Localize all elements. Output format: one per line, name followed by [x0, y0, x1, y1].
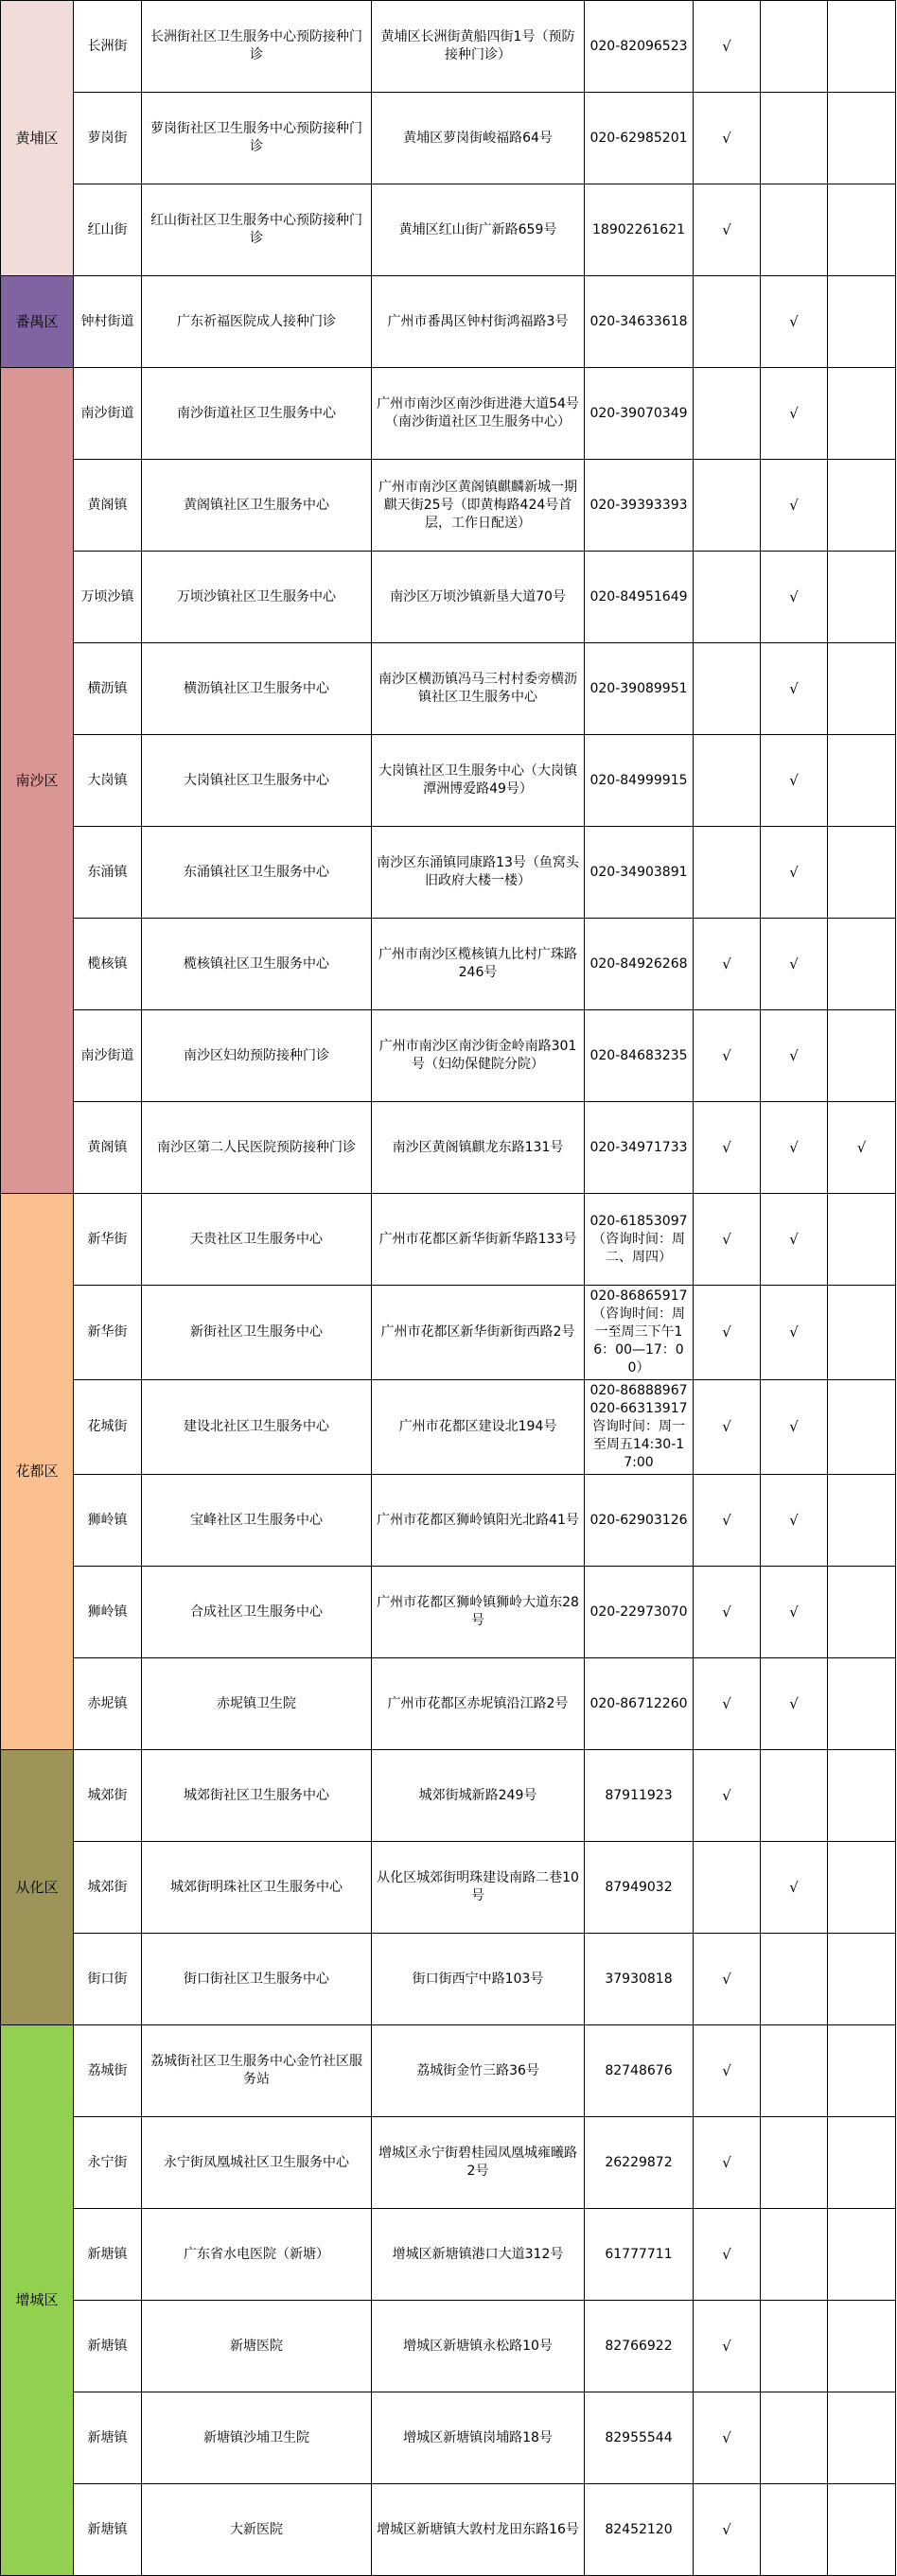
site-name-cell: 横沥镇社区卫生服务中心 — [142, 643, 372, 735]
site-name-cell: 建设北社区卫生服务中心 — [142, 1380, 372, 1475]
phone-cell: 020-61853097（咨询时间：周二、周四） — [585, 1194, 694, 1286]
address-cell: 城郊街城新路249号 — [372, 1750, 585, 1842]
check-cell-1: √ — [694, 2117, 761, 2209]
street-cell: 赤坭镇 — [74, 1658, 142, 1750]
table-row — [1, 93, 896, 184]
table-row — [1, 1934, 896, 2025]
street-cell: 榄核镇 — [74, 919, 142, 1010]
phone-cell: 020-34903891 — [585, 827, 694, 919]
check-cell-3 — [828, 1286, 896, 1380]
site-name-cell: 合成社区卫生服务中心 — [142, 1567, 372, 1658]
check-cell-3 — [828, 2484, 896, 2576]
address-cell: 南沙区横沥镇冯马三村村委旁横沥镇社区卫生服务中心 — [372, 643, 585, 735]
phone-cell: 61777711 — [585, 2209, 694, 2301]
street-cell: 新塘镇 — [74, 2392, 142, 2484]
check-cell-3: √ — [828, 1102, 896, 1194]
check-cell-1: √ — [694, 2484, 761, 2576]
table-row — [1, 735, 896, 827]
site-name-cell: 大新医院 — [142, 2484, 372, 2576]
check-cell-3 — [828, 1194, 896, 1286]
check-cell-1: √ — [694, 184, 761, 276]
check-cell-1: √ — [694, 1380, 761, 1475]
check-cell-2: √ — [761, 1475, 828, 1567]
table-row — [1, 1, 896, 93]
street-cell: 南沙街道 — [74, 368, 142, 460]
check-cell-1: √ — [694, 1286, 761, 1380]
street-cell: 城郊街 — [74, 1750, 142, 1842]
street-cell: 大岗镇 — [74, 735, 142, 827]
site-name-cell: 城郊街明珠社区卫生服务中心 — [142, 1842, 372, 1934]
check-cell-2: √ — [761, 1658, 828, 1750]
table-row — [1, 2117, 896, 2209]
check-cell-2: √ — [761, 643, 828, 735]
check-cell-2 — [761, 2209, 828, 2301]
street-cell: 荔城街 — [74, 2025, 142, 2117]
table-row — [1, 827, 896, 919]
check-cell-2: √ — [761, 1567, 828, 1658]
table-row — [1, 368, 896, 460]
check-cell-2 — [761, 1, 828, 93]
site-name-cell: 榄核镇社区卫生服务中心 — [142, 919, 372, 1010]
table-row — [1, 552, 896, 643]
check-cell-3 — [828, 735, 896, 827]
phone-cell: 020-84683235 — [585, 1010, 694, 1102]
check-cell-1 — [694, 827, 761, 919]
phone-cell: 82452120 — [585, 2484, 694, 2576]
check-cell-1: √ — [694, 1102, 761, 1194]
check-cell-3 — [828, 368, 896, 460]
phone-cell: 87949032 — [585, 1842, 694, 1934]
address-cell: 荔城街金竹三路36号 — [372, 2025, 585, 2117]
check-cell-2 — [761, 184, 828, 276]
address-cell: 增城区新塘镇岗埔路18号 — [372, 2392, 585, 2484]
check-cell-3 — [828, 2392, 896, 2484]
check-cell-2 — [761, 1934, 828, 2025]
check-cell-1: √ — [694, 1567, 761, 1658]
check-cell-3 — [828, 2117, 896, 2209]
check-cell-3 — [828, 276, 896, 368]
site-name-cell: 荔城街社区卫生服务中心金竹社区服务站 — [142, 2025, 372, 2117]
site-name-cell: 东涌镇社区卫生服务中心 — [142, 827, 372, 919]
check-cell-1: √ — [694, 1010, 761, 1102]
site-name-cell: 城郊街社区卫生服务中心 — [142, 1750, 372, 1842]
street-cell: 新塘镇 — [74, 2301, 142, 2392]
check-cell-3 — [828, 1567, 896, 1658]
table-row — [1, 276, 896, 368]
table-row — [1, 1750, 896, 1842]
check-cell-3 — [828, 93, 896, 184]
check-cell-1 — [694, 276, 761, 368]
address-cell: 黄埔区长洲街黄船四街1号（预防接种门诊） — [372, 1, 585, 93]
check-cell-2: √ — [761, 1286, 828, 1380]
check-cell-3 — [828, 1842, 896, 1934]
site-name-cell: 红山街社区卫生服务中心预防接种门诊 — [142, 184, 372, 276]
table-row — [1, 2209, 896, 2301]
phone-cell: 020-62985201 — [585, 93, 694, 184]
check-cell-3 — [828, 1380, 896, 1475]
street-cell: 狮岭镇 — [74, 1567, 142, 1658]
check-cell-3 — [828, 1475, 896, 1567]
address-cell: 黄埔区萝岗街峻福路64号 — [372, 93, 585, 184]
site-name-cell: 南沙街道社区卫生服务中心 — [142, 368, 372, 460]
check-cell-1 — [694, 1842, 761, 1934]
district-cell: 从化区 — [1, 1750, 74, 2025]
phone-cell: 020-39070349 — [585, 368, 694, 460]
check-cell-1 — [694, 460, 761, 552]
address-cell: 增城区新塘镇大敦村龙田东路16号 — [372, 2484, 585, 2576]
check-cell-1: √ — [694, 1750, 761, 1842]
site-name-cell: 宝峰社区卫生服务中心 — [142, 1475, 372, 1567]
check-cell-3 — [828, 827, 896, 919]
check-cell-1 — [694, 735, 761, 827]
check-cell-1: √ — [694, 1934, 761, 2025]
check-cell-2: √ — [761, 1842, 828, 1934]
street-cell: 钟村街道 — [74, 276, 142, 368]
street-cell: 红山街 — [74, 184, 142, 276]
site-name-cell: 新街社区卫生服务中心 — [142, 1286, 372, 1380]
district-cell: 南沙区 — [1, 368, 74, 1194]
check-cell-3 — [828, 919, 896, 1010]
table-row — [1, 2025, 896, 2117]
phone-cell: 020-86888967 020-66313917咨询时间：周一至周五14:30-17:00 — [585, 1380, 694, 1475]
check-cell-1: √ — [694, 1475, 761, 1567]
street-cell: 东涌镇 — [74, 827, 142, 919]
check-cell-1: √ — [694, 2392, 761, 2484]
address-cell: 增城区新塘镇永松路10号 — [372, 2301, 585, 2392]
site-name-cell: 广东省水电医院（新塘） — [142, 2209, 372, 2301]
check-cell-2 — [761, 2117, 828, 2209]
street-cell: 永宁街 — [74, 2117, 142, 2209]
address-cell: 广州市花都区新华街新华路133号 — [372, 1194, 585, 1286]
table-row — [1, 2484, 896, 2576]
address-cell: 广州市南沙区南沙街金岭南路301号（妇幼保健院分院） — [372, 1010, 585, 1102]
address-cell: 南沙区黄阁镇麒龙东路131号 — [372, 1102, 585, 1194]
table-row — [1, 1194, 896, 1286]
check-cell-2 — [761, 2392, 828, 2484]
site-name-cell: 赤坭镇卫生院 — [142, 1658, 372, 1750]
phone-cell: 020-22973070 — [585, 1567, 694, 1658]
site-name-cell: 新塘医院 — [142, 2301, 372, 2392]
site-name-cell: 天贵社区卫生服务中心 — [142, 1194, 372, 1286]
address-cell: 广州市花都区狮岭镇狮岭大道东28号 — [372, 1567, 585, 1658]
table-row — [1, 1380, 896, 1475]
check-cell-3 — [828, 2209, 896, 2301]
street-cell: 万顷沙镇 — [74, 552, 142, 643]
phone-cell: 020-84926268 — [585, 919, 694, 1010]
check-cell-3 — [828, 643, 896, 735]
phone-cell: 020-39089951 — [585, 643, 694, 735]
street-cell: 新华街 — [74, 1194, 142, 1286]
phone-cell: 020-39393393 — [585, 460, 694, 552]
phone-cell: 020-86712260 — [585, 1658, 694, 1750]
site-name-cell: 街口街社区卫生服务中心 — [142, 1934, 372, 2025]
phone-cell: 37930818 — [585, 1934, 694, 2025]
table-row — [1, 2392, 896, 2484]
phone-cell: 020-86865917（咨询时间：周一至周三下午16：00—17：00） — [585, 1286, 694, 1380]
site-name-cell: 黄阁镇社区卫生服务中心 — [142, 460, 372, 552]
check-cell-2 — [761, 2025, 828, 2117]
check-cell-3 — [828, 552, 896, 643]
address-cell: 广州市花都区建设北194号 — [372, 1380, 585, 1475]
address-cell: 广州市花都区新华街新街西路2号 — [372, 1286, 585, 1380]
site-name-cell: 新塘镇沙埔卫生院 — [142, 2392, 372, 2484]
phone-cell: 82766922 — [585, 2301, 694, 2392]
street-cell: 黄阁镇 — [74, 460, 142, 552]
check-cell-3 — [828, 1, 896, 93]
address-cell: 广州市南沙区黄阁镇麒麟新城一期麒天街25号（即黄梅路424号首层，工作日配送） — [372, 460, 585, 552]
street-cell: 南沙街道 — [74, 1010, 142, 1102]
check-cell-2 — [761, 2301, 828, 2392]
table-row — [1, 1567, 896, 1658]
check-cell-3 — [828, 1934, 896, 2025]
check-cell-3 — [828, 184, 896, 276]
phone-cell: 020-34633618 — [585, 276, 694, 368]
address-cell: 南沙区东涌镇同康路13号（鱼窝头旧政府大楼一楼） — [372, 827, 585, 919]
check-cell-1 — [694, 643, 761, 735]
address-cell: 广州市南沙区南沙街进港大道54号（南沙街道社区卫生服务中心） — [372, 368, 585, 460]
phone-cell: 020-62903126 — [585, 1475, 694, 1567]
address-cell: 从化区城郊街明珠建设南路二巷10号 — [372, 1842, 585, 1934]
street-cell: 城郊街 — [74, 1842, 142, 1934]
check-cell-3 — [828, 1750, 896, 1842]
street-cell: 长洲街 — [74, 1, 142, 93]
check-cell-3 — [828, 2025, 896, 2117]
site-name-cell: 万顷沙镇社区卫生服务中心 — [142, 552, 372, 643]
table-row — [1, 1102, 896, 1194]
check-cell-1: √ — [694, 919, 761, 1010]
address-cell: 广州市南沙区榄核镇九比村广珠路246号 — [372, 919, 585, 1010]
street-cell: 街口街 — [74, 1934, 142, 2025]
street-cell: 萝岗街 — [74, 93, 142, 184]
street-cell: 狮岭镇 — [74, 1475, 142, 1567]
address-cell: 增城区永宁街碧桂园凤凰城雍曦路2号 — [372, 2117, 585, 2209]
check-cell-3 — [828, 460, 896, 552]
phone-cell: 020-84951649 — [585, 552, 694, 643]
check-cell-2 — [761, 93, 828, 184]
address-cell: 广州市花都区狮岭镇阳光北路41号 — [372, 1475, 585, 1567]
street-cell: 花城街 — [74, 1380, 142, 1475]
district-cell: 黄埔区 — [1, 1, 74, 276]
phone-cell: 87911923 — [585, 1750, 694, 1842]
table-row — [1, 1658, 896, 1750]
site-name-cell: 南沙区第二人民医院预防接种门诊 — [142, 1102, 372, 1194]
address-cell: 增城区新塘镇港口大道312号 — [372, 2209, 585, 2301]
table-row — [1, 184, 896, 276]
check-cell-2: √ — [761, 735, 828, 827]
check-cell-2 — [761, 1750, 828, 1842]
table-row — [1, 919, 896, 1010]
site-name-cell: 大岗镇社区卫生服务中心 — [142, 735, 372, 827]
address-cell: 广州市番禺区钟村街鸿福路3号 — [372, 276, 585, 368]
phone-cell: 26229872 — [585, 2117, 694, 2209]
check-cell-2: √ — [761, 1194, 828, 1286]
phone-cell: 82748676 — [585, 2025, 694, 2117]
check-cell-3 — [828, 1010, 896, 1102]
check-cell-1: √ — [694, 1, 761, 93]
site-name-cell: 永宁街凤凰城社区卫生服务中心 — [142, 2117, 372, 2209]
table-row — [1, 1842, 896, 1934]
address-cell: 南沙区万顷沙镇新垦大道70号 — [372, 552, 585, 643]
table-row — [1, 1286, 896, 1380]
check-cell-1: √ — [694, 93, 761, 184]
district-cell: 番禺区 — [1, 276, 74, 368]
check-cell-2: √ — [761, 1380, 828, 1475]
address-cell: 广州市花都区赤坭镇沿江路2号 — [372, 1658, 585, 1750]
check-cell-1: √ — [694, 1194, 761, 1286]
check-cell-2: √ — [761, 552, 828, 643]
check-cell-2 — [761, 2484, 828, 2576]
street-cell: 新塘镇 — [74, 2484, 142, 2576]
address-cell: 街口街西宁中路103号 — [372, 1934, 585, 2025]
check-cell-1: √ — [694, 2025, 761, 2117]
phone-cell: 18902261621 — [585, 184, 694, 276]
address-cell: 大岗镇社区卫生服务中心（大岗镇潭洲博爱路49号） — [372, 735, 585, 827]
check-cell-2: √ — [761, 919, 828, 1010]
phone-cell: 020-34971733 — [585, 1102, 694, 1194]
check-cell-3 — [828, 2301, 896, 2392]
check-cell-1: √ — [694, 2209, 761, 2301]
address-cell: 黄埔区红山街广新路659号 — [372, 184, 585, 276]
table-row — [1, 1010, 896, 1102]
site-name-cell: 萝岗街社区卫生服务中心预防接种门诊 — [142, 93, 372, 184]
check-cell-2: √ — [761, 1102, 828, 1194]
check-cell-1: √ — [694, 2301, 761, 2392]
district-cell: 增城区 — [1, 2025, 74, 2576]
check-cell-1 — [694, 368, 761, 460]
phone-cell: 020-84999915 — [585, 735, 694, 827]
district-cell: 花都区 — [1, 1194, 74, 1750]
check-cell-2: √ — [761, 1010, 828, 1102]
check-cell-2: √ — [761, 827, 828, 919]
street-cell: 黄阁镇 — [74, 1102, 142, 1194]
check-cell-2: √ — [761, 368, 828, 460]
site-name-cell: 广东祈福医院成人接种门诊 — [142, 276, 372, 368]
check-cell-2: √ — [761, 276, 828, 368]
table-row — [1, 2301, 896, 2392]
site-name-cell: 长洲街社区卫生服务中心预防接种门诊 — [142, 1, 372, 93]
table-row — [1, 460, 896, 552]
check-cell-1: √ — [694, 1658, 761, 1750]
check-cell-3 — [828, 1658, 896, 1750]
table-row — [1, 1475, 896, 1567]
phone-cell: 82955544 — [585, 2392, 694, 2484]
table-row — [1, 643, 896, 735]
phone-cell: 020-82096523 — [585, 1, 694, 93]
check-cell-1 — [694, 552, 761, 643]
street-cell: 横沥镇 — [74, 643, 142, 735]
street-cell: 新华街 — [74, 1286, 142, 1380]
check-cell-2: √ — [761, 460, 828, 552]
table-body — [1, 1, 896, 2576]
street-cell: 新塘镇 — [74, 2209, 142, 2301]
site-name-cell: 南沙区妇幼预防接种门诊 — [142, 1010, 372, 1102]
